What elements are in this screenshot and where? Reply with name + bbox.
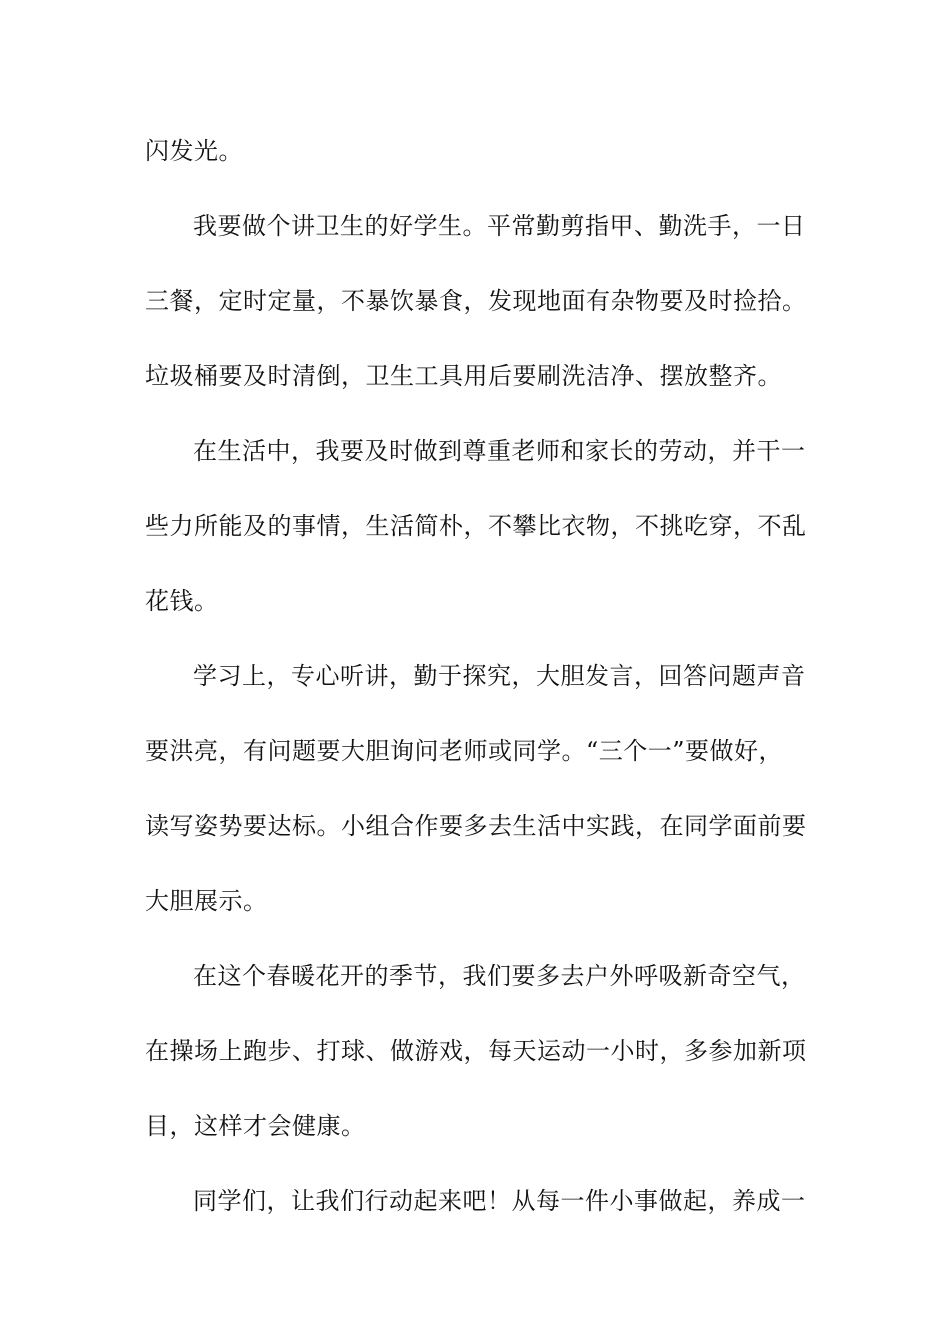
- paragraph-first-line: 在这个春暖花开的季节，我们要多去户外呼吸新奇空气，: [193, 962, 806, 990]
- text-line: 要洪亮，有问题要大胆询问老师或同学。“三个一”要做好，: [145, 737, 784, 765]
- text-line: 目，这样才会健康。: [145, 1112, 366, 1140]
- paragraph-first-line: 学习上，专心听讲，勤于探究，大胆发言，回答问题声音: [193, 662, 806, 690]
- paragraph-first-line: 在生活中，我要及时做到尊重老师和家长的劳动，并干一: [193, 437, 806, 465]
- paragraph-first-line: 同学们，让我们行动起来吧！从每一件小事做起，养成一: [193, 1187, 806, 1215]
- text-line: 花钱。: [145, 587, 219, 615]
- paragraph-first-line: 我要做个讲卫生的好学生。平常勤剪指甲、勤洗手，一日: [193, 212, 806, 240]
- text-line: 在操场上跑步、打球、做游戏，每天运动一小时，多参加新项: [145, 1037, 807, 1065]
- text-line: 闪发光。: [145, 137, 243, 165]
- text-line: 三餐，定时定量，不暴饮暴食，发现地面有杂物要及时捡拾。: [145, 287, 807, 315]
- text-line: 些力所能及的事情，生活简朴，不攀比衣物，不挑吃穿，不乱: [145, 512, 807, 540]
- text-line: 垃圾桶要及时清倒，卫生工具用后要刷洗洁净、摆放整齐。: [145, 362, 782, 390]
- text-line: 读写姿势要达标。小组合作要多去生活中实践，在同学面前要: [145, 812, 807, 840]
- text-line: 大胆展示。: [145, 887, 268, 915]
